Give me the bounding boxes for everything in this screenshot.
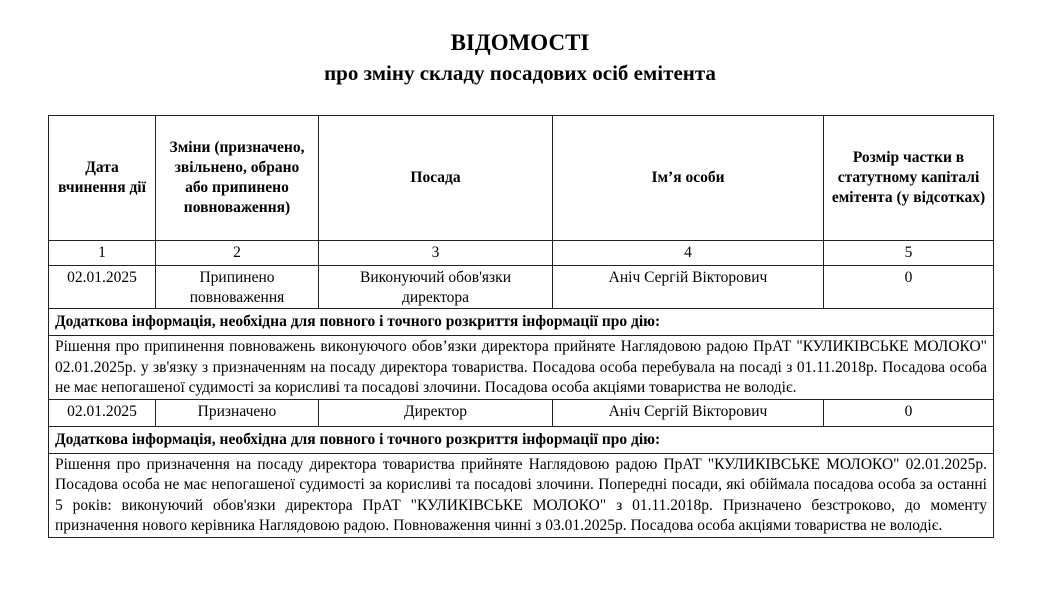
header-position: Посада [319,116,553,241]
cell-change: Призначено [156,399,319,426]
cell-position: Виконуючий обов'язки директора [319,266,553,309]
additional-info-text: Рішення про припинення повноважень виконуючого обов’язки директора прийняте Наглядовою радою ПрАТ "КУЛИКІВСЬКЕ МОЛОКО" 02.01.2025р. у зв'язку з призначенням на посаду директора товариства. Посадова особа перебувала на посаді з 01.11.2018р. Посадова особа не має непогашеної судимості за корисливі та посадові злочини. Посадова особа акціями товариства не володіє. [49,336,994,400]
additional-info-label: Додаткова інформація, необхідна для повного і точного розкриття інформації про дію: [49,426,994,453]
document-subtitle: про зміну складу посадових осіб емітента [324,61,716,85]
header-change: Зміни (призначено, звільнено, обрано або припинено повноваження) [156,116,319,241]
column-number: 4 [553,241,824,266]
column-number: 3 [319,241,553,266]
cell-date: 02.01.2025 [49,266,156,309]
table-row [49,266,994,309]
table-row [49,399,994,426]
officials-change-table [48,115,994,538]
header-date: Дата вчинення дії [49,116,156,241]
additional-info-text: Рішення про призначення на посаду директора товариства прийняте Наглядовою радою ПрАТ "КУЛИКІВСЬКЕ МОЛОКО" 02.01.2025р. Посадова особа не має непогашеної судимості за корисливі та посадові злочини. Попередні посади, які обіймала посадова особа за останні 5 років: виконуючий обов'язки директора ПрАТ "КУЛИКІВСЬКЕ МОЛОКО" з 01.11.2018р. Призначено безстроково, до моменту призначення нового керівника Наглядовою радою. Повноваження чинні з 03.01.2025р. Посадова особа акціями товариства не володіє. [49,453,994,537]
cell-share: 0 [824,266,994,309]
table-header-row [49,116,994,241]
header-share: Розмір частки в статутному капіталі емітента (у відсотках) [824,116,994,241]
column-numbers-row [49,241,994,266]
additional-info-heading-row [49,309,994,336]
cell-share: 0 [824,399,994,426]
column-number: 1 [49,241,156,266]
cell-name: Аніч Сергій Вікторович [553,266,824,309]
additional-info-row [49,453,994,537]
column-number: 2 [156,241,319,266]
cell-name: Аніч Сергій Вікторович [553,399,824,426]
additional-info-row [49,336,994,400]
cell-position: Директор [319,399,553,426]
additional-info-heading-row [49,426,994,453]
cell-date: 02.01.2025 [49,399,156,426]
column-number: 5 [824,241,994,266]
document-title: ВІДОМОСТІ [450,30,590,55]
cell-change: Припинено повноваження [156,266,319,309]
header-name: Ім’я особи [553,116,824,241]
additional-info-label: Додаткова інформація, необхідна для повного і точного розкриття інформації про дію: [49,309,994,336]
